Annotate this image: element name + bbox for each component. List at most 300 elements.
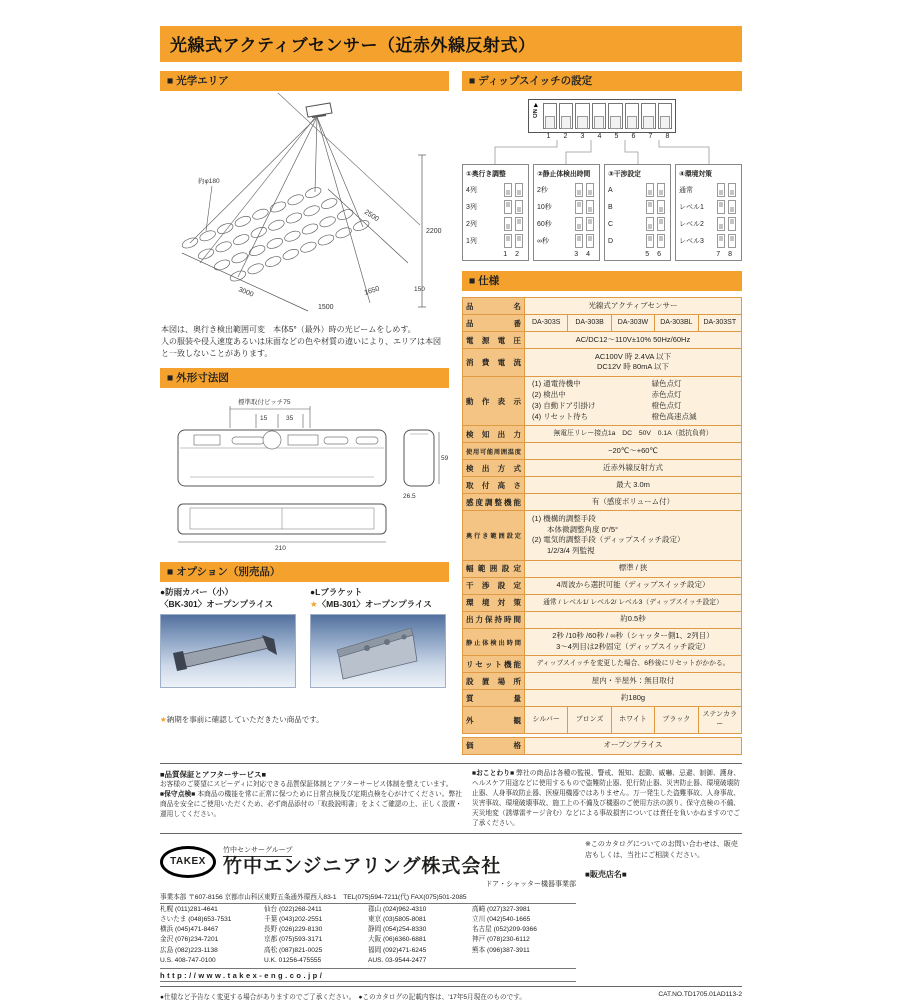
spec-cell: ステンカラー: [698, 707, 741, 733]
switch-position-icon: [515, 234, 523, 248]
beam-spot: [197, 247, 215, 261]
dip-setting-group: [462, 164, 529, 261]
takex-logo: TAKEX: [160, 846, 216, 878]
page-title: 光線式アクティブセンサー（近赤外線反射式）: [160, 26, 742, 62]
option-note-text: 納期を事前に確認していただきたい商品です。: [166, 714, 324, 724]
switch-position-icon: [504, 217, 512, 231]
dim-59: 59: [441, 455, 449, 462]
branch-entry: 高松 (087)821-0025: [264, 946, 323, 954]
dip-connector-lines: [462, 140, 742, 164]
dip-switch: [641, 103, 655, 129]
branch-entry: 金沢 (076)234-7201: [160, 936, 219, 944]
branch-row: [160, 905, 576, 915]
spec-row-label: 検知出力: [463, 426, 525, 443]
spec-cell: ブラック: [655, 707, 698, 733]
dip-setting-group: [675, 164, 742, 261]
branch-row: [160, 935, 576, 945]
dim-35: 35: [286, 415, 294, 422]
beam-spot: [283, 229, 301, 243]
branch-entry: 横浜 (045)471-8467: [160, 926, 219, 934]
dip-setting-switches: [646, 183, 667, 197]
beam-spot: [232, 233, 250, 247]
footer-note1: ●仕様など予告なく変更する場合がありますのでご了承ください。: [160, 994, 352, 1001]
switch-position-icon: [728, 200, 736, 214]
spec-row: [463, 460, 742, 477]
optical-area-diagram: [160, 91, 449, 315]
spec-row-label: 取付高さ: [463, 477, 525, 494]
branch-phone-list: [160, 904, 576, 967]
branch-entry: 熊本 (096)387-3911: [472, 946, 530, 954]
switch-position-icon: [586, 217, 594, 231]
beam-spot: [301, 222, 319, 236]
spec-row: [463, 298, 742, 315]
beam-spot: [198, 229, 216, 243]
spec-row-label: 動作表示: [463, 376, 525, 426]
beam-spot: [230, 251, 248, 265]
beam-spot: [304, 186, 322, 200]
company-url[interactable]: http://www.takex-eng.co.jp/: [160, 968, 576, 982]
spec-row: [463, 611, 742, 628]
dip-switch-number: 8: [665, 133, 670, 140]
branch-entry: 大阪 (06)6360-6881: [368, 936, 427, 944]
dip-setting-switches: [575, 183, 596, 197]
dip-setting-label: A: [608, 186, 613, 194]
spec-row: [463, 656, 742, 673]
dip-setting-switches: [646, 217, 667, 231]
dip-group-columns: 1 2: [503, 251, 522, 258]
dip-switch: [625, 103, 639, 129]
branch-entry: 千葉 (043)202-2551: [264, 916, 323, 924]
spec-value: [525, 628, 742, 656]
dip-setting-label: 3列: [466, 204, 477, 211]
branch-row: [160, 946, 576, 956]
spec-row: [463, 349, 742, 377]
indicator-condition: (2) 検出中: [532, 390, 566, 400]
dip-setting-row: [466, 200, 525, 214]
switch-position-icon: [728, 183, 736, 197]
dip-setting-switches: [717, 183, 738, 197]
maintenance-heading: ■保守点検■: [160, 790, 196, 798]
spec-value-line: 本体微調整角度 0°/5°: [532, 524, 619, 534]
spec-value-line: AC100V 時 2.4VA 以下: [594, 351, 672, 361]
rain-cover-image: [161, 615, 295, 687]
dip-group-title: ④環境対策: [679, 171, 712, 178]
dip-setting-label: レベル2: [679, 221, 704, 228]
branch-row: [160, 925, 576, 935]
spec-row: [463, 315, 742, 332]
dim-2500: 2500: [362, 208, 380, 224]
dip-switch: [559, 103, 573, 129]
outline-dimension-drawing: [160, 392, 449, 552]
branch-entry: 仙台 (022)268-2411: [264, 905, 322, 913]
branch-entry: 京都 (075)593-3171: [264, 936, 323, 944]
spec-row: [463, 577, 742, 594]
beam-spot: [285, 211, 303, 225]
notice-paragraph: [472, 769, 740, 829]
spec-row: [463, 494, 742, 511]
branch-entry: AUS. 03-9544-2477: [368, 956, 427, 964]
section-header-spec: ■ 仕様: [462, 271, 742, 291]
option-model: [160, 599, 296, 611]
spec-row-label: 電源電圧: [463, 332, 525, 349]
switch-position-icon: [575, 200, 583, 214]
dip-on-indicator: [531, 103, 541, 129]
dip-setting-label: 60秒: [537, 221, 552, 228]
dim-210: 210: [275, 545, 286, 552]
spec-value-line: 2秒 /10秒 /60秒 / ∞秒（シャッター側1、2列目）: [552, 631, 714, 641]
dip-setting-switches: [717, 217, 738, 231]
spec-cell: DA-303W: [611, 315, 654, 332]
dip-setting-switches: [717, 234, 738, 248]
dim-pitch: 標準取付ピッチ75: [238, 399, 291, 406]
dip-setting-switches: [504, 217, 525, 231]
spec-value: オープンプライス: [525, 737, 742, 754]
dip-setting-switches: [717, 200, 738, 214]
spec-value: [525, 349, 742, 377]
spec-row-label: 質量: [463, 690, 525, 707]
dip-setting-row: [679, 234, 738, 248]
option-name: ●防雨カバー（小）: [160, 587, 234, 597]
spec-row-label: 外観: [463, 707, 525, 733]
switch-position-icon: [646, 234, 654, 248]
spec-indicator-line: [532, 379, 738, 390]
dip-setting-row: [537, 183, 596, 197]
spec-row-label: 環境対策: [463, 594, 525, 611]
dip-group-columns: 5 6: [645, 251, 664, 258]
spec-row-label: 奥行き範囲設定: [463, 511, 525, 561]
spec-row-label: 消費電流: [463, 349, 525, 377]
spec-row: [463, 673, 742, 690]
dip-setting-row: [466, 217, 525, 231]
branch-entry: 福岡 (092)471-6245: [368, 946, 427, 954]
dip-setting-switches: [504, 234, 525, 248]
dip-switch-number: 7: [648, 133, 653, 140]
company-hq-address: 事業本部 〒607-8156 京都市山科区東野五条通外環西入83-1 TEL(075)594-7211(代) FAX(075)501-2085: [160, 891, 576, 904]
beam-spot: [299, 240, 317, 254]
switch-position-icon: [586, 183, 594, 197]
spec-row: [463, 737, 742, 754]
spec-value-line: (1) 機構的調整手段: [532, 513, 596, 523]
switch-position-icon: [575, 183, 583, 197]
dip-setting-label: 通常: [679, 187, 693, 194]
branch-entry: 名古屋 (052)209-9366: [472, 926, 537, 934]
switch-position-icon: [657, 234, 665, 248]
dip-setting-row: [537, 200, 596, 214]
branch-entry: U.S. 408-747-0100: [160, 956, 216, 964]
beam-spot: [213, 258, 231, 272]
beam-spot: [317, 233, 335, 247]
branch-entry: 広島 (082)223-1138: [160, 946, 218, 954]
spec-row-label: 静止体検出時間: [463, 628, 525, 656]
optical-note-line2: 人の服装や侵入速度あるいは床面などの色や材質の違いにより、エリアは本図と一致しないことがあります。: [161, 337, 441, 358]
switch-position-icon: [657, 183, 665, 197]
optical-note-line1: 本図は、奥行き検出範囲可変 本体5°（最外）時の光ビームをしめす。: [161, 325, 416, 334]
branch-entry: さいたま (048)653-7531: [160, 916, 232, 924]
legal-section: [160, 764, 742, 833]
beam-spot: [320, 197, 338, 211]
option-l-bracket: [310, 587, 446, 688]
switch-position-icon: [575, 217, 583, 231]
dip-group-columns: 7 8: [716, 251, 735, 258]
dip-setting-switches: [575, 200, 596, 214]
dip-setting-row: [679, 183, 738, 197]
dip-switch-number: 3: [580, 133, 585, 140]
footer-notes: [160, 991, 526, 1001]
spec-value: 標準 / 狭: [525, 560, 742, 577]
spec-cell: シルバー: [525, 707, 568, 733]
spec-row: [463, 511, 742, 561]
spec-value: 有（感度ボリューム付）: [525, 494, 742, 511]
branch-entry: 東京 (03)5805-8081: [368, 916, 427, 924]
section-header-optical-area: ■ 光学エリア: [160, 71, 449, 91]
switch-position-icon: [717, 217, 725, 231]
maintenance-paragraph: [160, 790, 462, 820]
dip-setting-row: [608, 217, 667, 231]
option-model: [310, 599, 446, 611]
spec-value: 約180g: [525, 690, 742, 707]
dim-1500: 1500: [318, 304, 334, 311]
star-icon: ★: [160, 714, 167, 724]
spec-value: 光線式アクティブセンサー: [525, 298, 742, 315]
dip-switch-number: 1: [546, 133, 551, 140]
dim-3000: 3000: [237, 286, 255, 299]
branch-entry: [472, 956, 576, 966]
switch-position-icon: [717, 200, 725, 214]
up-arrow-icon: ▲: [532, 102, 540, 109]
indicator-color: 赤色点灯: [651, 390, 682, 400]
spec-row-label: 設置場所: [463, 673, 525, 690]
dim-15: 15: [260, 415, 268, 422]
dip-setting-label: 2秒: [537, 187, 548, 194]
section-header-options: ■ オプション（別売品）: [160, 562, 449, 582]
quality-assurance-body: お客様のご要望にスピーディに対応できる品質保証体制とアフターサービス体制を整えています。: [160, 780, 453, 788]
spec-value: 近赤外線反射方式: [525, 460, 742, 477]
beam-spot: [250, 225, 268, 239]
spec-value-line: DC12V 時 80mA 以下: [596, 362, 670, 372]
spec-row-label: 検出方式: [463, 460, 525, 477]
spec-row: [463, 332, 742, 349]
dip-setting-row: [608, 200, 667, 214]
indicator-color: 橙色点灯: [651, 401, 682, 410]
dip-setting-label: 1列: [466, 238, 477, 245]
dip-setting-row: [537, 234, 596, 248]
spec-cell: ホワイト: [611, 707, 654, 733]
switch-position-icon: [504, 183, 512, 197]
l-bracket-image: [311, 615, 445, 687]
switch-position-icon: [515, 200, 523, 214]
spec-value: 4周波から選択可能（ディップスイッチ設定）: [525, 577, 742, 594]
spec-value: 無電圧リレー接点1a DC 50V 0.1A（抵抗負荷）: [525, 426, 742, 443]
branch-entry: U.K. 01256-475555: [264, 956, 322, 964]
spec-row-label: 価格: [463, 737, 525, 754]
beam-spot: [216, 222, 234, 236]
spec-table: [462, 297, 742, 734]
switch-position-icon: [504, 234, 512, 248]
catalog-contact-note: ※このカタログについてのお問い合わせは、販売店もしくは、当社にご相談ください。: [585, 840, 738, 860]
switch-position-icon: [586, 234, 594, 248]
switch-position-icon: [657, 200, 665, 214]
dip-setting-group: [533, 164, 600, 261]
spec-row-label: 幅範囲設定: [463, 560, 525, 577]
catalog-number: CAT.NO.TD1705.01AD113-2: [658, 991, 742, 999]
catalog-page: [160, 26, 742, 1001]
dip-group-title: ①奥行き調整: [466, 171, 506, 178]
indicator-color: 緑色点灯: [651, 379, 682, 389]
dip-setting-switches: [575, 234, 596, 248]
spec-value-line: (2) 電気的調整手段（ディップスイッチ設定）: [532, 535, 685, 545]
spec-row: [463, 560, 742, 577]
branch-entry: 札幌 (011)281-4641: [160, 905, 218, 913]
option-photo-l-bracket: [310, 614, 446, 688]
switch-position-icon: [586, 200, 594, 214]
beam-spot: [266, 236, 284, 250]
switch-position-icon: [728, 234, 736, 248]
branch-row: [160, 915, 576, 925]
spec-row: [463, 477, 742, 494]
spec-indicator-line: [532, 412, 738, 423]
spec-row-label: 品番: [463, 315, 525, 332]
spec-row: [463, 376, 742, 426]
spec-row: [463, 628, 742, 656]
dip-setting-label: レベル1: [679, 204, 704, 211]
spec-value: [525, 511, 742, 561]
spec-row: [463, 690, 742, 707]
dip-switch-number: 2: [563, 133, 568, 140]
dip-setting-row: [466, 183, 525, 197]
switch-position-icon: [717, 183, 725, 197]
dealer-name-label: ■販売店名■: [585, 870, 627, 880]
dip-setting-label: レベル3: [679, 238, 704, 245]
option-name: ●Lブラケット: [310, 587, 363, 597]
switch-position-icon: [504, 200, 512, 214]
switch-position-icon: [646, 200, 654, 214]
on-label: ON: [532, 109, 539, 118]
dip-setting-label: ∞秒: [537, 238, 549, 245]
dim-1650: 1650: [363, 285, 381, 297]
spec-price-table: [462, 737, 742, 755]
branch-entry: 郡山 (024)962-4310: [368, 905, 427, 913]
spec-row: [463, 426, 742, 443]
spec-row-label: 出力保持時間: [463, 611, 525, 628]
dip-setting-switches: [504, 200, 525, 214]
spec-value: AC/DC12～110V±10% 50Hz/60Hz: [525, 332, 742, 349]
branch-row: [160, 956, 576, 966]
beam-spot: [282, 247, 300, 261]
quality-assurance-heading: ■品質保証とアフターサービス■: [160, 769, 267, 779]
company-group: 竹中センサーグループ: [223, 845, 292, 857]
dip-setting-label: 4列: [466, 187, 477, 194]
dip-setting-row: [537, 217, 596, 231]
indicator-condition: (4) リセット待ち: [532, 411, 589, 421]
dim-150: 150: [414, 286, 425, 293]
spec-value: 約0.5秒: [525, 611, 742, 628]
dip-switch: [608, 103, 622, 129]
spec-indicator-line: [532, 390, 738, 401]
switch-position-icon: [728, 217, 736, 231]
spec-value: [525, 376, 742, 426]
dip-setting-row: [679, 217, 738, 231]
option-model-text: 〈BK-301〉オープンプライス: [160, 598, 274, 609]
spec-value: 最大 3.0m: [525, 477, 742, 494]
dip-switch: [592, 103, 606, 129]
dip-switch-number: 6: [631, 133, 636, 140]
optical-note: [161, 324, 448, 360]
switch-position-icon: [657, 217, 665, 231]
footer: [160, 987, 742, 1001]
company-name: 竹中エンジニアリング株式会社: [223, 855, 502, 877]
branch-entry: 静岡 (054)254-8330: [368, 926, 427, 934]
beam-spot: [336, 208, 354, 222]
dip-setting-label: B: [608, 203, 613, 211]
branch-entry: 高崎 (027)327-3981: [472, 905, 531, 913]
beam-spot: [246, 262, 264, 276]
beam-spot: [302, 204, 320, 218]
dip-setting-label: 2列: [466, 221, 477, 228]
spec-row: [463, 594, 742, 611]
spec-value-line: 1/2/3/4 列監視: [532, 546, 595, 556]
switch-position-icon: [515, 183, 523, 197]
beam-spot: [318, 215, 336, 229]
dip-setting-groups: [462, 164, 742, 261]
maintenance-body: 本商品の機能を常に正常に保つために日常点検及び定期点検を心がけてください。弊社商品を安全にご使用いただくため、必ず商品添付の「取扱説明書」をよくご確認の上、正しく設置・運用してください。: [160, 790, 462, 818]
dim-265: 26.5: [403, 493, 416, 500]
option-photo-rain-cover: [160, 614, 296, 688]
spec-row-label: リセット機能: [463, 656, 525, 673]
dip-setting-label: 10秒: [537, 204, 552, 211]
spec-indicator-line: [532, 401, 738, 412]
beam-spot: [269, 200, 287, 214]
switch-position-icon: [646, 217, 654, 231]
branch-entry: 神戸 (078)230-6112: [472, 936, 530, 944]
dip-switch-block: [528, 99, 676, 133]
switch-position-icon: [515, 217, 523, 231]
spec-cell: DA-303BL: [655, 315, 698, 332]
company-division: ドア・シャッター機器事業部: [485, 880, 576, 888]
dip-setting-switches: [575, 217, 596, 231]
dip-group-title: ③干渉設定: [608, 171, 641, 178]
spec-row-label: 干渉設定: [463, 577, 525, 594]
switch-position-icon: [646, 183, 654, 197]
branch-entry: 立川 (042)540-1665: [472, 916, 531, 924]
switch-position-icon: [575, 234, 583, 248]
dim-2200: 2200: [426, 228, 442, 235]
spec-cell: DA-303B: [568, 315, 611, 332]
dip-setting-row: [608, 183, 667, 197]
switch-position-icon: [717, 234, 725, 248]
spec-row-label: 感度調整機能: [463, 494, 525, 511]
beam-spot: [267, 218, 285, 232]
star-icon: ★: [310, 598, 318, 609]
company-section: [160, 834, 742, 986]
spec-value: 屋内・半屋外：無目取付: [525, 673, 742, 690]
section-header-outline: ■ 外形寸法図: [160, 368, 449, 388]
section-header-dip-switch: ■ ディップスイッチの設定: [462, 71, 742, 91]
spec-value: −20℃～+60℃: [525, 443, 742, 460]
spec-cell: ブロンズ: [568, 707, 611, 733]
dip-setting-label: D: [608, 237, 614, 245]
dip-switch-number: 4: [597, 133, 602, 140]
spec-row: [463, 707, 742, 733]
dip-group-columns: 3 4: [574, 251, 593, 258]
dip-setting-switches: [646, 234, 667, 248]
dip-group-title: ②静止体検出時間: [537, 171, 591, 178]
spec-cell: DA-303ST: [698, 315, 741, 332]
branch-entry: 長野 (026)229-8130: [264, 926, 323, 934]
dip-switch: [658, 103, 672, 129]
footer-note2: ●このカタログの記載内容は、'17年5月現在のものです。: [358, 994, 526, 1001]
dip-switch: [543, 103, 557, 129]
spec-row: [463, 443, 742, 460]
